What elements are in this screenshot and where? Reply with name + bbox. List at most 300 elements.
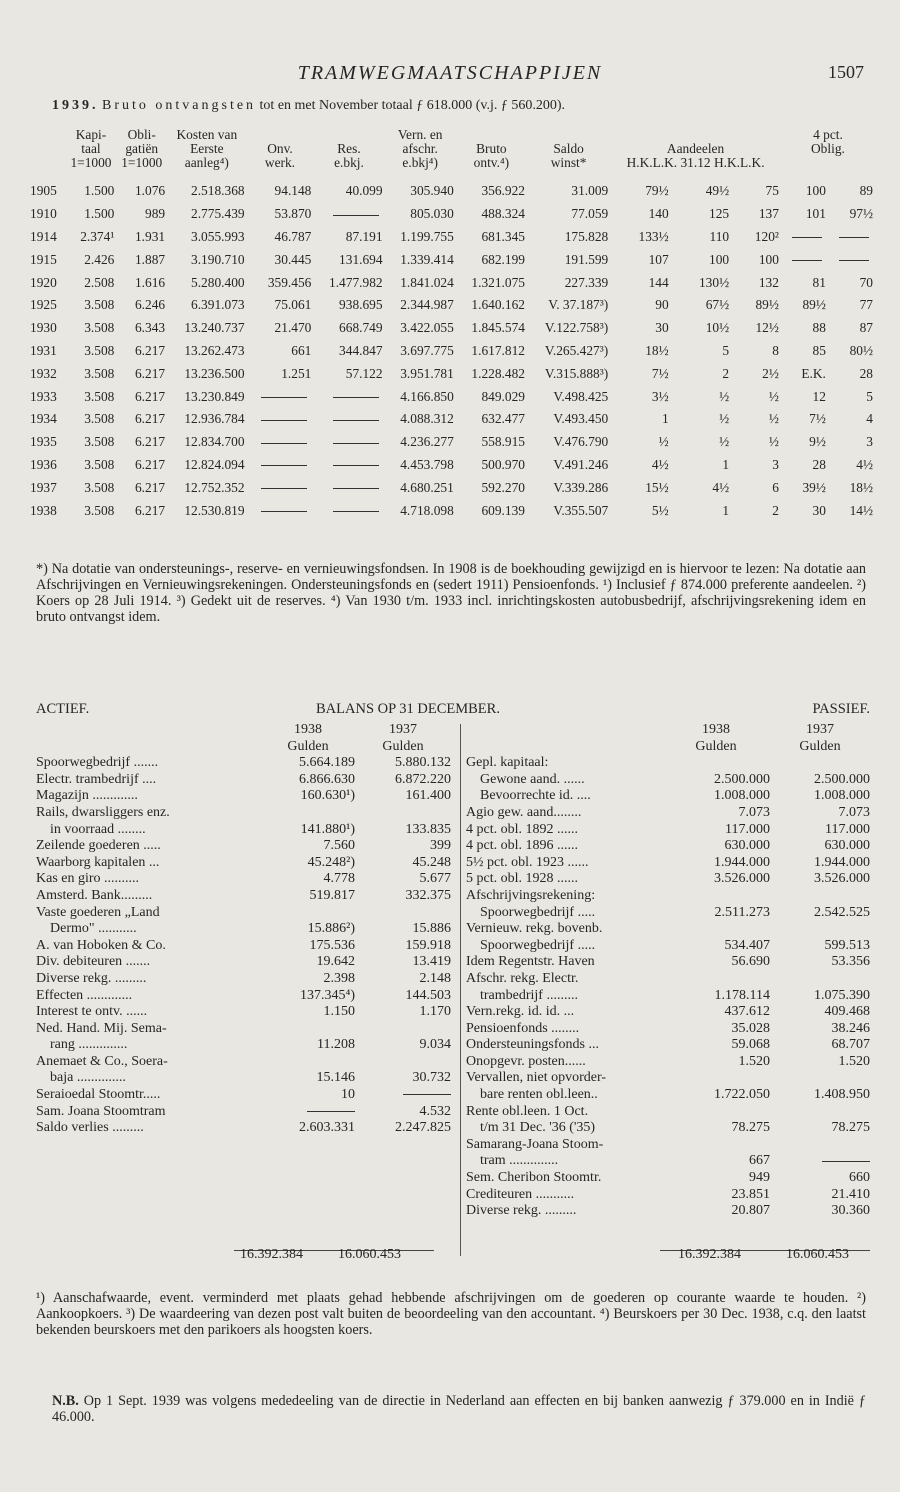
- table-cell: 46.787: [274, 228, 312, 244]
- actief-value-1937: 144.503: [405, 987, 451, 1003]
- actief-value-1937: [355, 1054, 451, 1071]
- table-cell: 2.344.987: [400, 297, 454, 313]
- passief-total-1937: 16.060.453: [786, 1247, 849, 1262]
- table-cell: 28: [812, 456, 826, 472]
- table-cell: 1.931: [134, 228, 166, 244]
- actief-label: Interest te ontv. ......: [36, 1004, 148, 1020]
- actief-value-1938: 15.146: [316, 1070, 355, 1086]
- actief-value-1938: 5.664.189: [299, 755, 355, 771]
- actief-column: [36, 722, 451, 1137]
- actief-total-1938: 16.392.384: [240, 1247, 303, 1262]
- passief-row: [466, 905, 870, 922]
- actief-row: [36, 788, 451, 805]
- actief-value-1937: 2.247.825: [395, 1120, 451, 1136]
- table-cell: 132: [758, 274, 779, 290]
- column-header: [781, 156, 875, 180]
- actief-label: Rails, dwarsliggers enz.: [36, 804, 170, 820]
- actief-value-1938: 6.866.630: [299, 771, 355, 787]
- column-header: [610, 128, 781, 142]
- passief-column: [466, 722, 870, 1220]
- table-cell: 79½: [645, 183, 669, 199]
- table-cell: 81: [812, 274, 826, 290]
- table-cell: 2.518.368: [191, 183, 245, 199]
- column-header: e.bkj.: [334, 155, 364, 170]
- table-cell: ½: [658, 434, 669, 450]
- table-cell: 77.059: [571, 206, 609, 222]
- table-cell: 100: [758, 251, 779, 267]
- table-cell: 89: [859, 183, 873, 199]
- passief-label: 4 pct. obl. 1892 ......: [466, 821, 578, 837]
- table-cell: 12.530.819: [184, 502, 245, 518]
- actief-value-1937: 30.732: [412, 1070, 451, 1086]
- table-cell: ½: [719, 388, 730, 404]
- table-cell: 137: [758, 206, 779, 222]
- passief-value-1937: 21.410: [831, 1186, 870, 1202]
- empty-dash-cell: [313, 431, 384, 454]
- table-cell: 13.236.500: [184, 365, 245, 381]
- table-cell: 2: [772, 502, 779, 518]
- actief-label: in voorraad ........: [50, 821, 146, 837]
- row-year: 1930: [30, 320, 57, 336]
- table-cell: 1: [722, 456, 730, 472]
- actief-value-1937: 133.835: [405, 821, 451, 837]
- passief-value-1938: 1.520: [738, 1053, 770, 1069]
- dash-mark: [261, 465, 307, 466]
- row-year: 1937: [30, 479, 57, 495]
- dash-mark: [333, 215, 379, 216]
- actief-value-1937: 45.248: [412, 854, 451, 870]
- passief-row: [466, 1187, 870, 1204]
- actief-label: Effecten .............: [36, 987, 133, 1003]
- actief-value-1937: [355, 905, 451, 922]
- passief-year-1937: 1937: [806, 722, 834, 737]
- passief-row: [466, 971, 870, 988]
- table-cell: 75.061: [274, 297, 312, 313]
- dash-mark: [261, 488, 307, 489]
- passief-value-1937: [770, 888, 870, 905]
- column-header: afschr.: [402, 141, 438, 156]
- actief-value-1937: 15.886: [412, 921, 451, 937]
- statistics-table: [30, 128, 875, 522]
- empty-dash-cell: [313, 203, 384, 226]
- actief-value-1938: 10: [341, 1087, 355, 1103]
- table-cell: ½: [719, 411, 730, 427]
- passief-value-1938: 1.722.050: [714, 1087, 770, 1103]
- row-year: 1932: [30, 365, 57, 381]
- table-row: [30, 362, 875, 385]
- passief-value-1938: [662, 1137, 770, 1154]
- table-cell: 4: [866, 411, 873, 427]
- passief-value-1937: 660: [849, 1170, 870, 1186]
- actief-label: Seraioedal Stoomtr.....: [36, 1087, 161, 1103]
- table-cell: 85: [812, 342, 826, 358]
- actief-row: [36, 855, 451, 872]
- passief-value-1938: 949: [749, 1170, 770, 1186]
- passief-row: [466, 822, 870, 839]
- dash-mark: [839, 260, 869, 261]
- table-cell: ½: [719, 434, 730, 450]
- passief-value-1937: 1.008.000: [814, 788, 870, 804]
- dash-mark: [792, 260, 822, 261]
- table-cell: 125: [709, 206, 730, 222]
- table-cell: 14½: [849, 502, 873, 518]
- row-year: 1905: [30, 183, 57, 199]
- table-cell: 359.456: [267, 274, 312, 290]
- actief-value-1938: [261, 905, 355, 922]
- actief-value-1937: [355, 805, 451, 822]
- passief-row: [466, 1021, 870, 1038]
- actief-label: Kas en giro ..........: [36, 871, 140, 887]
- table-row: [30, 385, 875, 408]
- table-cell: 3.508: [84, 388, 115, 404]
- balance-footnotes: ¹) Aanschafwaarde, event. verminderd met plaats gehad hebbende afschrijvingen om de goederen op courante waarde te houden. ²) Aankoopkoers. ³) De waardeering van dezen post valt buiten de beoordeeling van den accountant. ⁴) Beurskoers per 30 Dec. 1938, c.q. den laatst bekenden beurskoers met den parikoers als hoogsten koers.: [36, 1290, 866, 1338]
- table-row: [30, 294, 875, 317]
- table-cell: 13.240.737: [184, 320, 245, 336]
- actief-row: [36, 1004, 451, 1021]
- table-cell: 2.426: [84, 251, 115, 267]
- actief-label: Amsterd. Bank.........: [36, 887, 153, 903]
- table-cell: 1.339.414: [400, 251, 454, 267]
- passief-value-1937: 78.275: [831, 1120, 870, 1136]
- actief-value-1938: 19.642: [316, 954, 355, 970]
- table-cell: 8: [772, 342, 779, 358]
- empty-dash-cell: [247, 408, 314, 431]
- actief-value-1938: 137.345⁴): [299, 987, 355, 1003]
- table-cell: 1: [722, 502, 730, 518]
- passief-row: [466, 954, 870, 971]
- table-cell: 4.236.277: [400, 434, 454, 450]
- table-cell: 805.030: [410, 206, 454, 222]
- dash-mark: [333, 465, 379, 466]
- column-header: Onv.: [267, 141, 293, 156]
- table-cell: 227.339: [564, 274, 609, 290]
- passief-value-1937: 2.542.525: [814, 904, 870, 920]
- passief-value-1937: 1.075.390: [814, 987, 870, 1003]
- column-header: Oblig.: [811, 141, 845, 156]
- table-cell: 592.270: [481, 479, 525, 495]
- passief-value-1937: 38.246: [831, 1020, 870, 1036]
- passief-row: [466, 871, 870, 888]
- column-divider: [460, 724, 461, 1256]
- empty-dash-cell: [828, 226, 875, 249]
- actief-row: [36, 1104, 451, 1121]
- table-cell: 12.834.700: [184, 434, 245, 450]
- actief-value-1937: 332.375: [405, 887, 451, 903]
- row-year: 1920: [30, 274, 57, 290]
- balance-title: BALANS OP 31 DECEMBER.: [316, 701, 500, 717]
- table-cell: ½: [768, 434, 779, 450]
- table-cell: 87: [859, 320, 873, 336]
- passief-unit-1938: Gulden: [695, 738, 737, 754]
- passief-value-1937: [770, 755, 870, 772]
- actief-total-1937: 16.060.453: [338, 1247, 401, 1262]
- passief-row: [466, 921, 870, 938]
- passief-row: [466, 1004, 870, 1021]
- actief-value-1938: [261, 1054, 355, 1071]
- passief-row: [466, 1120, 870, 1137]
- actief-row: [36, 1070, 451, 1087]
- table-cell: 989: [145, 206, 166, 222]
- passief-value-1937: 1.408.950: [814, 1087, 870, 1103]
- passief-value-1937: 1.520: [838, 1053, 870, 1069]
- table-cell: 3.508: [84, 502, 115, 518]
- table-cell: 558.915: [481, 434, 525, 450]
- empty-dash-cell: [313, 476, 384, 499]
- passief-row: [466, 772, 870, 789]
- table-cell: 4.680.251: [400, 479, 454, 495]
- dash-mark: [403, 1094, 451, 1095]
- row-year: 1915: [30, 251, 57, 267]
- table-cell: 89½: [802, 297, 826, 313]
- row-year: 1935: [30, 434, 57, 450]
- actief-value-1937: 13.419: [412, 954, 451, 970]
- table-cell: 3: [772, 456, 779, 472]
- table-cell: 3.508: [84, 411, 115, 427]
- actief-value-1938: [261, 1021, 355, 1038]
- table-cell: 6.217: [134, 434, 166, 450]
- passief-header-years: [466, 722, 870, 739]
- passief-header-units: [466, 739, 870, 756]
- year-summary: [52, 98, 565, 114]
- column-header: Bruto: [476, 141, 507, 156]
- table-cell: ½: [768, 388, 779, 404]
- table-cell: 120²: [754, 228, 779, 244]
- column-header: Saldo: [553, 141, 584, 156]
- passief-title: PASSIEF.: [812, 701, 870, 717]
- passief-label: Diverse rekg. .........: [466, 1203, 577, 1219]
- dash-mark: [333, 511, 379, 512]
- table-cell: 4½: [712, 479, 730, 495]
- actief-empty-value: [261, 1104, 355, 1121]
- table-cell: 10½: [705, 320, 730, 336]
- passief-value-1938: 78.275: [731, 1120, 770, 1136]
- table-cell: 6.391.073: [191, 297, 245, 313]
- passief-value-1937: 7.073: [838, 804, 870, 820]
- table-cell: 3.508: [84, 320, 115, 336]
- column-header: Eerste: [190, 141, 224, 156]
- passief-label: Bevoorrechte id. ....: [480, 788, 591, 804]
- table-cell: 144: [648, 274, 669, 290]
- table-cell: 6.217: [134, 411, 166, 427]
- actief-label: Sam. Joana Stoomtram: [36, 1103, 166, 1119]
- table-cell: 3.508: [84, 297, 115, 313]
- actief-value-1937: 4.532: [419, 1103, 451, 1119]
- actief-label: Magazijn .............: [36, 788, 138, 804]
- actief-label: baja ..............: [50, 1070, 126, 1086]
- passief-label: Vervallen, niet opvorder-: [466, 1070, 607, 1086]
- actief-label: Spoorwegbedrijf .......: [36, 755, 159, 771]
- table-cell: 30: [655, 320, 669, 336]
- table-cell: 12.752.352: [184, 479, 245, 495]
- passief-year-1938: 1938: [702, 722, 730, 737]
- passief-label: Rente obl.leen. 1 Oct.: [466, 1103, 589, 1119]
- empty-dash-cell: [247, 454, 314, 477]
- table-cell: 18½: [849, 479, 873, 495]
- passief-row: [466, 1137, 870, 1154]
- table-cell: 356.922: [481, 183, 525, 199]
- table-cell: 849.029: [481, 388, 525, 404]
- actief-value-1937: 5.677: [419, 871, 451, 887]
- dash-mark: [333, 488, 379, 489]
- passief-label: Afschr. rekg. Electr.: [466, 970, 579, 986]
- passief-label: Idem Regentstr. Haven: [466, 954, 595, 970]
- table-cell: 28: [859, 365, 873, 381]
- table-cell: 2.508: [84, 274, 115, 290]
- table-cell: 4.088.312: [400, 411, 454, 427]
- passief-label: Crediteuren ...........: [466, 1186, 575, 1202]
- table-cell: 1: [661, 411, 669, 427]
- table-cell: 75: [765, 183, 779, 199]
- passief-value-1938: 1.944.000: [714, 854, 770, 870]
- actief-empty-value: [355, 1087, 451, 1104]
- actief-label: Vaste goederen „Land: [36, 904, 160, 920]
- passief-value-1937: 599.513: [824, 937, 870, 953]
- table-cell: 632.477: [481, 411, 525, 427]
- passief-value-1937: 630.000: [824, 838, 870, 854]
- table-cell: 500.970: [481, 456, 525, 472]
- actief-row: [36, 988, 451, 1005]
- table-cell: V. 37.187³): [548, 297, 609, 313]
- column-header: taal: [81, 141, 101, 156]
- passief-row: [466, 1203, 870, 1220]
- passief-row: [466, 788, 870, 805]
- passief-label: trambedrijf .........: [480, 987, 578, 1003]
- passief-value-1937: 409.468: [824, 1004, 870, 1020]
- table-cell: 3: [866, 434, 873, 450]
- table-cell: 1.616: [134, 274, 166, 290]
- table-cell: 1.477.982: [329, 274, 383, 290]
- table-cell: 133½: [638, 228, 669, 244]
- table-cell: 97½: [849, 206, 873, 222]
- passief-value-1937: [770, 1070, 870, 1087]
- column-header: [456, 128, 527, 142]
- actief-row: [36, 772, 451, 789]
- actief-row: [36, 971, 451, 988]
- actief-label: Div. debiteuren .......: [36, 954, 151, 970]
- passief-value-1938: [662, 921, 770, 938]
- year-label: 1939.: [52, 98, 99, 113]
- table-cell: V.315.888³): [544, 365, 609, 381]
- table-row: [30, 408, 875, 431]
- table-cell: 94.148: [274, 183, 312, 199]
- table-cell: 77: [859, 297, 873, 313]
- table-cell: ½: [768, 411, 779, 427]
- passief-label: bare renten obl.leen..: [480, 1087, 598, 1103]
- passief-row: [466, 888, 870, 905]
- table-cell: V.355.507: [553, 502, 609, 518]
- passief-row: [466, 855, 870, 872]
- table-cell: 30: [812, 502, 826, 518]
- nb-text: Op 1 Sept. 1939 was volgens mededeeling van de directie in Nederland aan effecten en bij banken aanwezig ƒ 379.000 en in Indië ƒ 46.000.: [52, 1393, 867, 1425]
- actief-row: [36, 888, 451, 905]
- table-cell: 1.500: [84, 183, 115, 199]
- actief-label: Zeilende goederen .....: [36, 838, 161, 854]
- table-cell: 30.445: [274, 251, 312, 267]
- empty-dash-cell: [247, 476, 314, 499]
- column-header: 4 pct.: [813, 127, 843, 142]
- table-cell: 2: [722, 365, 730, 381]
- actief-value-1938: 4.778: [323, 871, 355, 887]
- passief-value-1937: 2.500.000: [814, 771, 870, 787]
- empty-dash-cell: [247, 499, 314, 522]
- actief-value-1938: 45.248²): [307, 854, 355, 870]
- table-cell: 12.824.094: [184, 456, 245, 472]
- actief-label: Waarborg kapitalen ...: [36, 854, 160, 870]
- table-cell: 4.718.098: [400, 502, 454, 518]
- table-cell: 3½: [651, 388, 669, 404]
- column-header: Aandeelen: [666, 141, 725, 156]
- table-cell: 18½: [645, 342, 669, 358]
- passief-value-1937: 68.707: [831, 1037, 870, 1053]
- table-cell: 4.453.798: [400, 456, 454, 472]
- table-cell: 70: [859, 274, 873, 290]
- dash-mark: [307, 1111, 355, 1112]
- row-year: 1938: [30, 502, 57, 518]
- actief-row: [36, 1037, 451, 1054]
- table-cell: V.265.427³): [544, 342, 609, 358]
- dash-mark: [792, 237, 822, 238]
- table-cell: 3.508: [84, 456, 115, 472]
- table-cell: 7½: [809, 411, 826, 427]
- running-title: TRAMWEGMAATSCHAPPIJEN: [297, 62, 603, 84]
- passief-value-1938: 20.807: [731, 1203, 770, 1219]
- passief-label: 5 pct. obl. 1928 ......: [466, 871, 578, 887]
- actief-value-1938: 15.886²): [307, 921, 355, 937]
- actief-row: [36, 1087, 451, 1104]
- header-year-cell: [30, 128, 66, 142]
- table-cell: 100: [709, 251, 730, 267]
- column-header: 1=1000: [70, 155, 112, 170]
- row-year: 1936: [30, 456, 57, 472]
- column-header: Kapi-: [75, 127, 107, 142]
- table-cell: 2.775.439: [191, 206, 245, 222]
- actief-row: [36, 755, 451, 772]
- table-cell: 88: [812, 320, 826, 336]
- actief-row: [36, 838, 451, 855]
- passief-value-1938: 56.690: [731, 954, 770, 970]
- empty-dash-cell: [313, 385, 384, 408]
- passief-unit-1937: Gulden: [799, 738, 841, 754]
- table-cell: 1.076: [134, 183, 166, 199]
- row-year: 1931: [30, 342, 57, 358]
- actief-value-1937: 2.148: [419, 970, 451, 986]
- table-cell: 31.009: [571, 183, 609, 199]
- year-text: tot en met November totaal ƒ 618.000 (v.j. ƒ 560.200).: [259, 98, 566, 113]
- table-row: [30, 454, 875, 477]
- table-cell: 1.640.162: [471, 297, 525, 313]
- table-cell: 90: [655, 297, 669, 313]
- year-heading: Bruto ontvangsten: [102, 98, 257, 113]
- table-row: [30, 499, 875, 522]
- table-cell: 21.470: [274, 320, 312, 336]
- actief-label: Saldo verlies .........: [36, 1120, 144, 1136]
- dash-mark: [333, 443, 379, 444]
- column-header: H.K.L.K. 31.12 H.K.L.K.: [626, 155, 765, 170]
- table-cell: 3.055.993: [191, 228, 245, 244]
- actief-value-1937: 5.880.132: [395, 755, 451, 771]
- actief-value-1937: 6.872.220: [395, 771, 451, 787]
- column-header: [527, 128, 610, 142]
- table-cell: 40.099: [345, 183, 383, 199]
- actief-label: Ned. Hand. Mij. Sema-: [36, 1020, 167, 1036]
- table-notes: *) Na dotatie van ondersteunings-, reserve- en vernieuwingsfondsen. In 1908 is de boekhouding gewijzigd en is hiervoor te lezen: Na dotatie aan Afschrijvingen en Vernieuwingsrekeningen. Ondersteuningsfonds en (sedert 1911) Pensioenfonds. ¹) Inclusief ƒ 874.000 preferente aandeelen. ²) Koers op 28 Juli 1914. ³) Gedekt uit de reserves. ⁴) Van 1930 t/m. 1933 incl. inrichtingskosten autobusbedrijf, afschrijvingsrekening idem en bruto ontvangst idem.: [36, 561, 866, 625]
- table-cell: 57.122: [345, 365, 383, 381]
- passief-label: Onopgevr. posten......: [466, 1053, 586, 1069]
- table-cell: 12: [812, 388, 826, 404]
- column-header: ontv.⁴): [473, 155, 510, 170]
- column-header: Kosten van: [176, 127, 238, 142]
- table-cell: 7½: [651, 365, 669, 381]
